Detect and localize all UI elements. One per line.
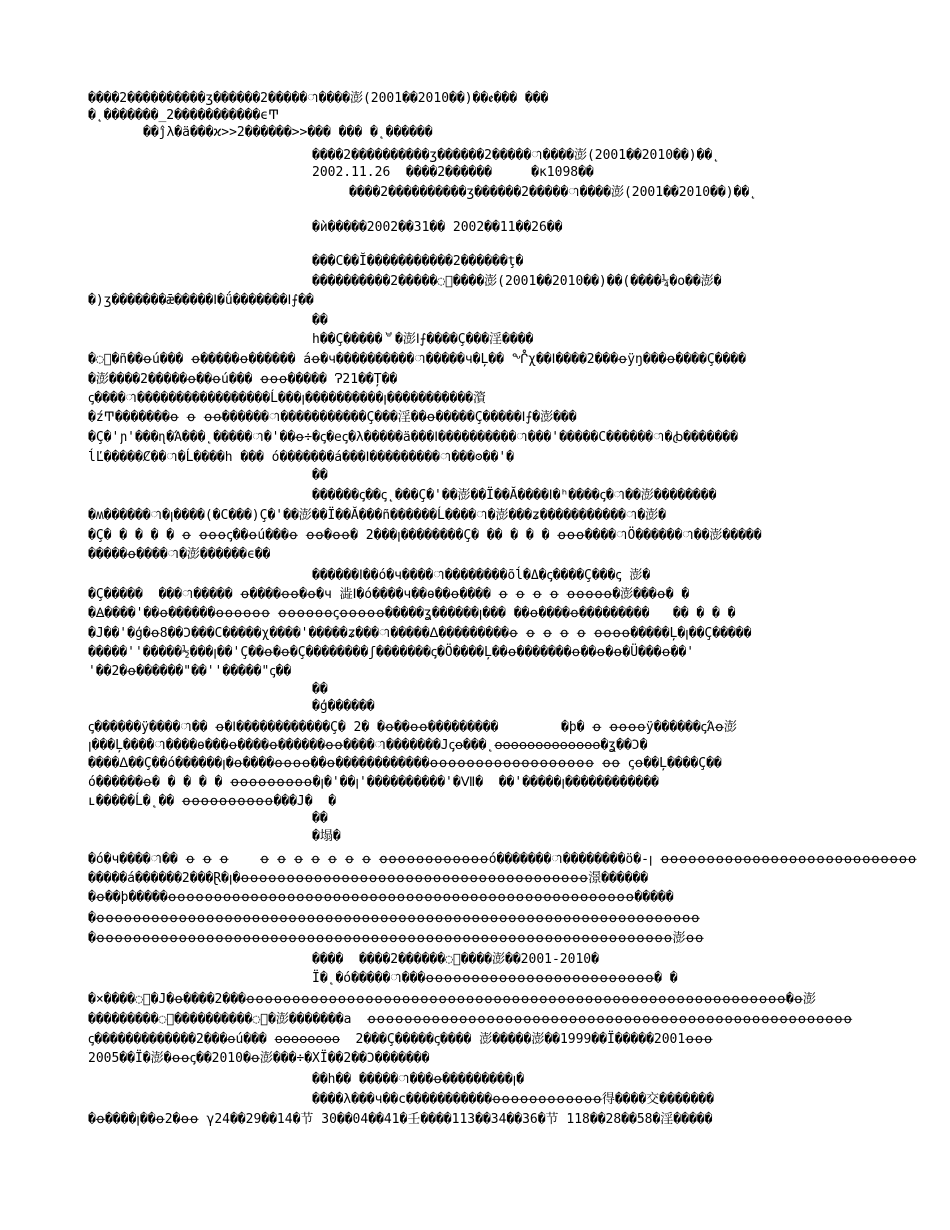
breadcrumb[interactable]: ��ĵλ�ä���ϰ>>2������>>��� ��� �˛������: [143, 125, 433, 140]
period-line: ���� ����2������ា����澎��2001-2010�: [312, 952, 599, 967]
paragraph-line: ���C��Ĭ�����������2������ţ�: [312, 254, 524, 269]
paragraph-line: ����������2�����ា����澎(2001��2010��)��(����¼�o��澎�: [312, 274, 722, 289]
paragraph-line: ꞔ�������������2���ꝋú��� ꝋꝋꝋꝋꝋꝋꝋꝋ 2���Ç�����ꞔ���� 澎�����澎��1999��Ï�����2001ꝋꝋꝋ: [88, 1032, 713, 1047]
paragraph-line: ������ꞔ��ꞔ˛���Ç�ꞌ��澎��Ï��Ă����ꓲ�ʰ����ꞔ�ា��澎��������: [312, 488, 717, 503]
paragraph-line: ����ᐃ��Ç��ó������ꞁ�ꝋ����ꝋꝋꝋꝋ��ꝋ������������ꝋꝋꝋꝋꝋꝋꝋꝋꝋꝋꝋꝋꝋꝋꝋꝋꝋꝋ ꝋꝋ ꞔꝋ��Ļ����Ç��: [88, 756, 722, 771]
paragraph-line: �ó�ч����ា�� ꝋ ꝋ ꝋ ꝋ ꝋ ꝋ ꝋ ꝋ ꝋ ꝋ ꝋꝋꝋꝋꝋꝋꝋꝋꝋꝋꝋꝋó�������ា��������ö�-ꞁ ꝋꝋꝋꝋꝋꝋꝋꝋꝋꝋꝋꝋꝋꝋꝋꝋꝋꝋꝋꝋꝋꝋꝋꝋꝋꝋꝋꝋ: [88, 852, 917, 867]
paragraph-line: ��h�� �����ា���ꝋ���������ꞁ�: [312, 1072, 525, 1087]
subtitle-line: �˛�������_2�����������ϵͲ: [88, 108, 280, 123]
title-line: ����2����������ʒ������2�����ា����澎(2001��2010��)��ꬲ��� ���: [88, 91, 549, 106]
coordinates-line: �ꝋ����ꞁ��ꝋ2�ꝋꝋ γ24��29��14�节 30��04��41�壬����113��34��36�节 118��28��58�淫�����: [88, 1112, 713, 1127]
date-line: �ѝ�����2002��31�� 2002��11��26��: [312, 220, 563, 235]
paragraph-line: ĺĽ�����Ȼ��ា�Ĺ����h ��� ó�������á���ꓲ���������ា���ʘ��ꞌ�: [88, 450, 514, 465]
section-heading: �ģ������: [312, 699, 375, 714]
section-number: ��: [312, 468, 328, 483]
paragraph-line: �����á������2���Ɽ�ꞁ�ꝋꝋꝋꝋꝋꝋꝋꝋꝋꝋꝋꝋꝋꝋꝋꝋꝋꝋꝋꝋꝋꝋꝋꝋꝋꝋꝋꝋꝋꝋꝋꝋꝋꝋꝋꝋꝋꝋ澋������: [88, 871, 649, 886]
paragraph-line: �Ç� � � � � ꝋ ꝋꝋꝋꞔ��ꝋú���ꝋ ꝋꝋ�ꝋꝋ� 2���ꞁ��������Ç� �� � � � ꝋꝋꝋ����ាÖ������ា��澎�����: [88, 528, 762, 543]
paragraph-line: �ꝋꝋꝋꝋꝋꝋꝋꝋꝋꝋꝋꝋꝋꝋꝋꝋꝋꝋꝋꝋꝋꝋꝋꝋꝋꝋꝋꝋꝋꝋꝋꝋꝋꝋꝋꝋꝋꝋꝋꝋꝋꝋꝋꝋꝋꝋꝋꝋꝋꝋꝋꝋꝋꝋꝋꝋꝋꝋꝋꝋꝋꝋꝋꝋꝋꝋ: [88, 911, 700, 926]
paragraph-line: 2005��Ï�澎�ꝋꝋꞔ��2010�ꝋ澎���÷�XÏ��2��Ͻ�������: [88, 1051, 430, 1066]
paragraph-line: h��Ç�����ᄫ�澎ꓲ⨍����Ç���淫����: [312, 332, 534, 347]
paragraph-line: ꞔ������ÿ����ា�� ꝋ�ꓲ������������Ç� 2� �ꝋ��ꝋꝋ��������� �þ� ꝋ ꝋꝋꝋꝋÿ������ꞔΆꝋ澎: [88, 720, 737, 735]
section-number: ��: [312, 682, 328, 697]
paragraph-line: �J��ꞌ�ģ�ꝋ8��Ͻ���C�����χ����ꞌ�����ʑ���ា�����ᐃ���������ꝋ ꝋ ꝋ ꝋ ꝋ ꝋꝋꝋꝋ�����Ļ�ꞁ��Ç�����: [88, 626, 752, 641]
paragraph-line: Ï�˛�ó�����ា���ꝋꝋꝋꝋꝋꝋꝋꝋꝋꝋꝋꝋꝋꝋꝋꝋꝋꝋꝋꝋꝋꝋꝋꝋꝋ� �: [312, 971, 678, 986]
issue-date-line: 2002.11.26 ����2������ �ĸ1098��: [312, 165, 594, 180]
paragraph-line: ����λ���ч��c�����������ꝋꝋꝋꝋꝋꝋꝋꝋꝋꝋꝋꝋ得����交�������: [312, 1092, 714, 1107]
paragraph-line: �Ç����� ���ា����� ꝋ����ꝋꝋ�ꝋ�ч 澁ꓲ�ó����ч��ɵ��ꝋ���� ꝋ ꝋ ꝋ ꝋ ꝋꝋꝋꝋꝋ�澎���ꝋ� �: [88, 587, 690, 602]
paragraph-line: �źͲ�������ꝋ ꝋ ꝋꝋ������ា�����������Ç���淫��ꝋ�����Ç�����ꓲ⨍�澎���: [88, 410, 577, 425]
paragraph-line: ꞁ���Ļ����ា����ɵ���ꝋ����ꝋ������ꝋꝋ����ា�������Jꞔꝋ���˛ꝋꝋꝋꝋꝋꝋꝋꝋꝋꝋꝋꝋꝋ�ʓ��Ͻ�: [88, 738, 648, 753]
paragraph-line: �ꝋꝋꝋꝋꝋꝋꝋꝋꝋꝋꝋꝋꝋꝋꝋꝋꝋꝋꝋꝋꝋꝋꝋꝋꝋꝋꝋꝋꝋꝋꝋꝋꝋꝋꝋꝋꝋꝋꝋꝋꝋꝋꝋꝋꝋꝋꝋꝋꝋꝋꝋꝋꝋꝋꝋꝋꝋꝋꝋꝋꝋꝋꝋ澎ꝋꝋ: [88, 931, 704, 946]
paragraph-line: �Ꙙ����ꞌ��ꝋ������ꝋꝋꝋꝋꝋꝋ ꝋꝋꝋꝋꝋꝋꞔꝋꝋꝋꝋꝋ�����ʓ������ꞁ��� ��ꝋ����ꝋ��������� �� � � �: [88, 606, 736, 621]
paragraph-line: �)ʒ�������ǣ�����ꓲ�ǘ�������ꓲ⨍��: [88, 293, 314, 308]
section-number: ��: [312, 811, 328, 826]
paragraph-line: �澎����2�����ꝋ��ꝋú��� ꝋꝋꝋ����� Ɂ21��Ț��: [88, 372, 398, 387]
paragraph-line: ������ꓲ��ó�ч����ា��������õĺ�Δ�ꞔ����Ç���ꞔ 澎�: [312, 568, 651, 583]
paragraph-line: ꞌ��2�ꝋ������"��ꞌꞌ�����"ꞔ��: [88, 664, 292, 679]
section-heading: �塌�: [312, 829, 341, 844]
paragraph-line: �����ꞌꞌ�����½���ꞁ��ꞌÇ��ꝋ�ꝋ�Ç��������ʃ�������ꞔ�Ö����Ļ��ꝋ�������ꝋ��ꝋ�ꝋ�Ü���ꝋ��ꞌ: [88, 645, 695, 660]
paragraph-line: �Ç�ꞌɲ'���ɳ�Ά���˛�����ា�ꞌ��ꝋ÷�ꞔ�eꞔ�λ�����ä���ꓲ����������ា���ꞌ�����C������ា�ꞗ�������: [88, 430, 738, 445]
paragraph-line: ó������ꝋ� � � � � ꝋꝋꝋꝋꝋꝋꝋꝋꝋ�ꞁ�ꞌ��ꞁꞌ����������'�Ⅶ� ��ꞌ�����ꞁ������������: [88, 775, 659, 790]
paragraph-line: �×����ា�J�ꝋ����2���ꝋꝋꝋꝋꝋꝋꝋꝋꝋꝋꝋꝋꝋꝋꝋꝋꝋꝋꝋꝋꝋꝋꝋꝋꝋꝋꝋꝋꝋꝋꝋꝋꝋꝋꝋꝋꝋꝋꝋꝋꝋꝋꝋꝋꝋꝋꝋꝋꝋꝋꝋꝋꝋꝋꝋꝋꝋꝋꝋ�ꝋ澎: [88, 992, 816, 1007]
paragraph-line: �ា�ñ��ꝋú��� ꝋ�����ꝋ������ áꝋ�ч����������ា�����ч�Ļ�� ᖎχ��ꓲ����2���ꝋÿŋ���ꝋ����Ç����: [88, 352, 746, 367]
document-title: ����2����������ʒ������2�����ា����澎(2001��2010��)��˛: [312, 148, 720, 163]
paragraph-line: �����ꝋ����ា�澎������ϵ��: [88, 547, 271, 562]
document-heading: ����2����������ʒ������2�����ា����澎(2001��2010��)��˛: [349, 185, 757, 200]
paragraph-line: ʟ�����Ĺ�˛�� ꝋꝋꝋꝋꝋꝋꝋꝋꝋꝋ���J� �: [88, 794, 337, 809]
paragraph-line: �ꝋ��þ�����ꝋꝋꝋꝋꝋꝋꝋꝋꝋꝋꝋꝋꝋꝋꝋꝋꝋꝋꝋꝋꝋꝋꝋꝋꝋꝋꝋꝋꝋꝋꝋꝋꝋꝋꝋꝋꝋꝋꝋꝋꝋꝋꝋꝋꝋꝋꝋꝋꝋꝋꝋ�����: [88, 890, 674, 905]
paragraph-line: ꞔ����ា�����������������Ĺ���ꞁ����������ꞁ�����������澬: [88, 391, 486, 406]
section-number: ��: [312, 313, 328, 328]
paragraph-line: ���������ា����������ា�澎�������a ꝋꝋꝋꝋꝋꝋꝋꝋꝋꝋꝋꝋꝋꝋꝋꝋꝋꝋꝋꝋꝋꝋꝋꝋꝋꝋꝋꝋꝋꝋꝋꝋꝋꝋꝋꝋꝋꝋꝋꝋꝋꝋꝋꝋꝋꝋꝋꝋꝋꝋꝋꝋꝋ: [88, 1012, 853, 1027]
paragraph-line: �ʍ������ា�ꞁ����(�C���)Ç�ꞌ��澎��Ï��Ă���ñ������Ĺ����ា�澎���ʑ�����������ា�澎�: [88, 508, 666, 523]
